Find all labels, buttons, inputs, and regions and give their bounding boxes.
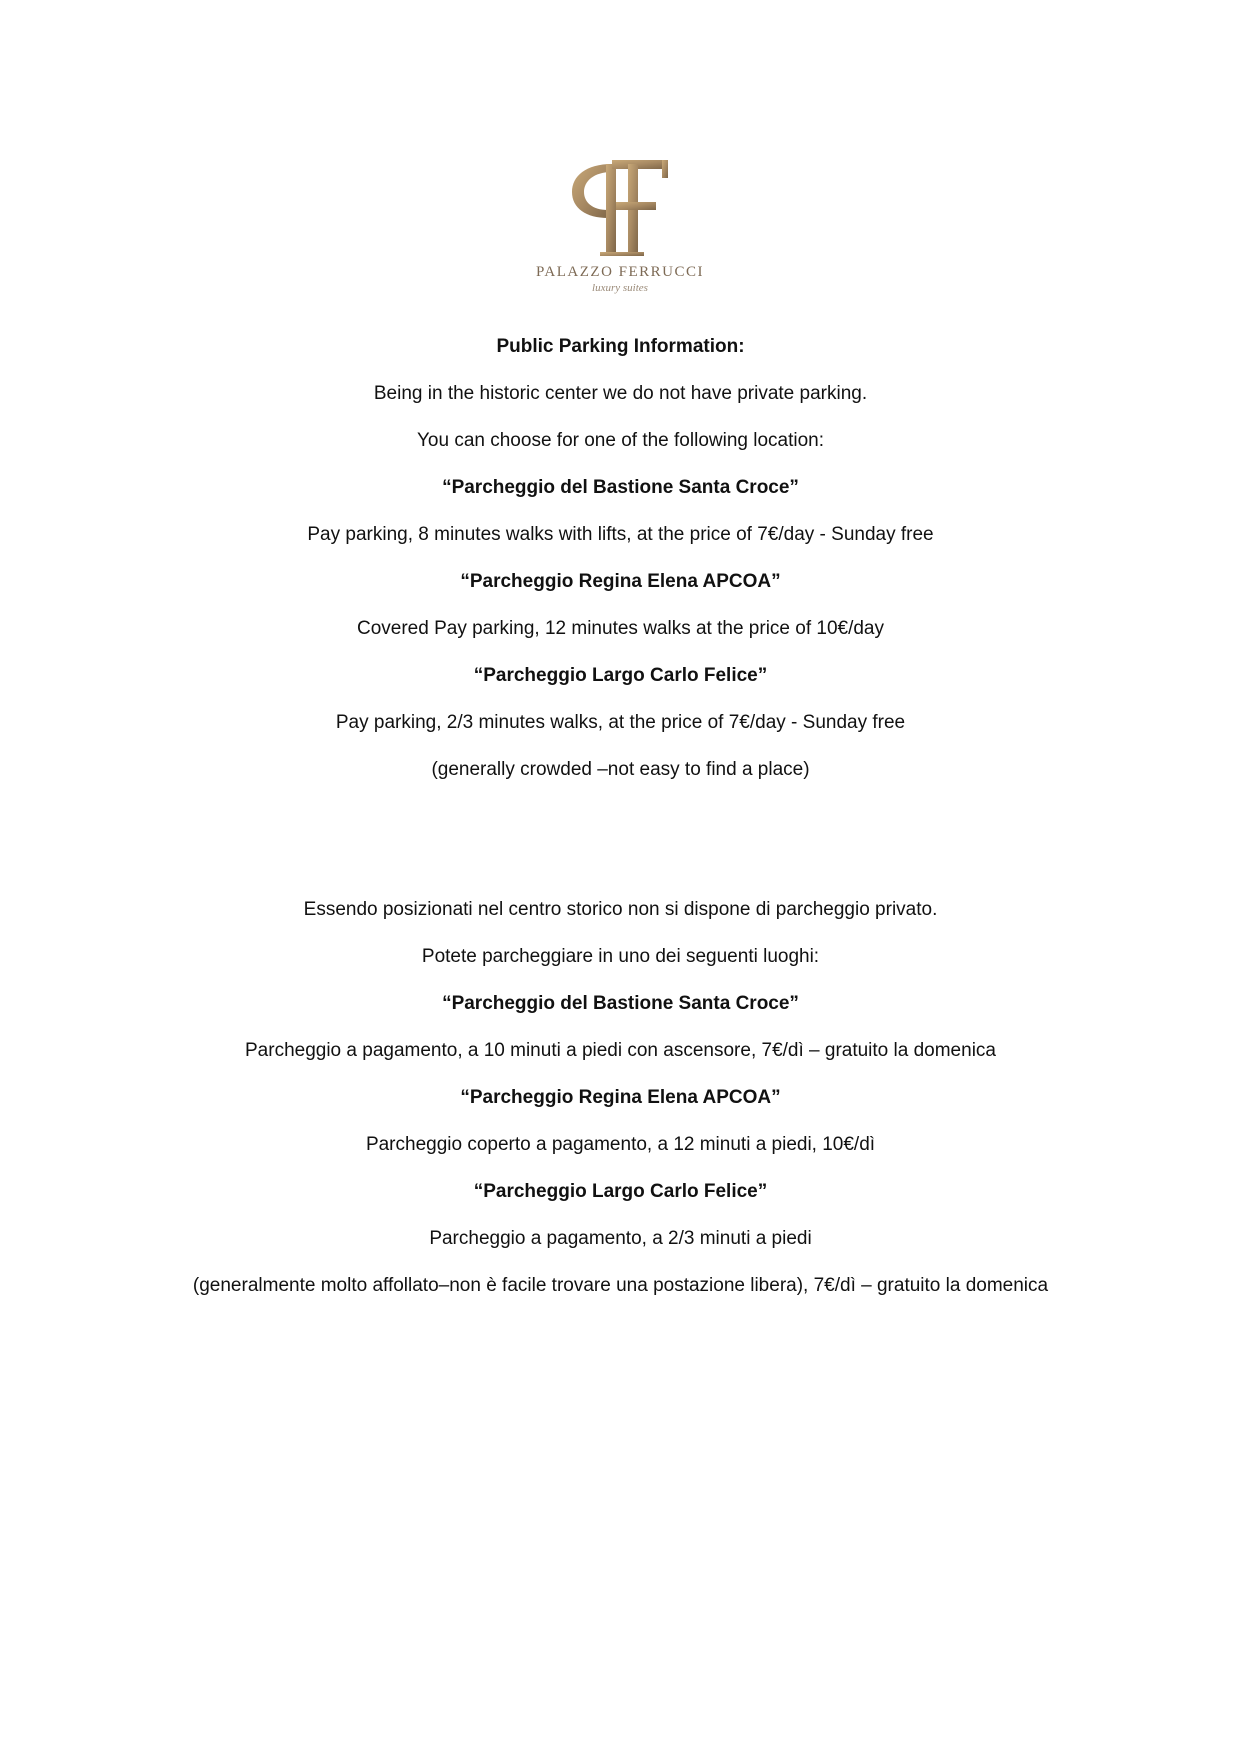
italian-intro-1: Essendo posizionati nel centro storico non si dispone di parcheggio privato. xyxy=(303,899,938,920)
italian-intro-2: Potete parcheggiare in uno dei seguenti luoghi: xyxy=(421,946,820,967)
pf-monogram-icon xyxy=(560,150,680,260)
english-location-2-name: “Parcheggio Regina Elena APCOA” xyxy=(460,571,781,592)
italian-location-1-details: Parcheggio a pagamento, a 10 minuti a piedi con ascensore, 7€/dì – gratuito la domenica xyxy=(245,1040,996,1061)
english-intro-1: Being in the historic center we do not have private parking. xyxy=(373,383,868,404)
english-location-2-details: Covered Pay parking, 12 minutes walks at the price of 10€/day xyxy=(356,618,884,639)
italian-location-3-name: “Parcheggio Largo Carlo Felice” xyxy=(473,1181,768,1202)
english-location-1-name: “Parcheggio del Bastione Santa Croce” xyxy=(442,477,799,498)
english-location-3-note: (generally crowded –not easy to find a place) xyxy=(431,759,810,780)
logo-name: PALAZZO FERRUCCI xyxy=(535,264,705,280)
heading: Public Parking Information: xyxy=(496,336,745,357)
italian-location-3-details: Parcheggio a pagamento, a 2/3 minuti a piedi xyxy=(429,1228,812,1249)
english-location-3-details: Pay parking, 2/3 minutes walks, at the price of 7€/day - Sunday free xyxy=(335,712,906,733)
english-intro-2: You can choose for one of the following location: xyxy=(416,430,825,451)
italian-location-2-details: Parcheggio coperto a pagamento, a 12 minuti a piedi, 10€/dì xyxy=(365,1134,876,1155)
italian-location-3-note: (generalmente molto affollato–non è facile trovare una postazione libera), 7€/dì – gratuito la domenica xyxy=(192,1275,1049,1296)
italian-location-1-name: “Parcheggio del Bastione Santa Croce” xyxy=(442,993,799,1014)
italian-location-2-name: “Parcheggio Regina Elena APCOA” xyxy=(460,1087,781,1108)
english-location-1-details: Pay parking, 8 minutes walks with lifts, at the price of 7€/day - Sunday free xyxy=(307,524,934,545)
english-location-3-name: “Parcheggio Largo Carlo Felice” xyxy=(473,665,768,686)
logo-subtitle: luxury suites xyxy=(592,282,648,294)
palazzo-ferrucci-logo xyxy=(520,150,720,320)
